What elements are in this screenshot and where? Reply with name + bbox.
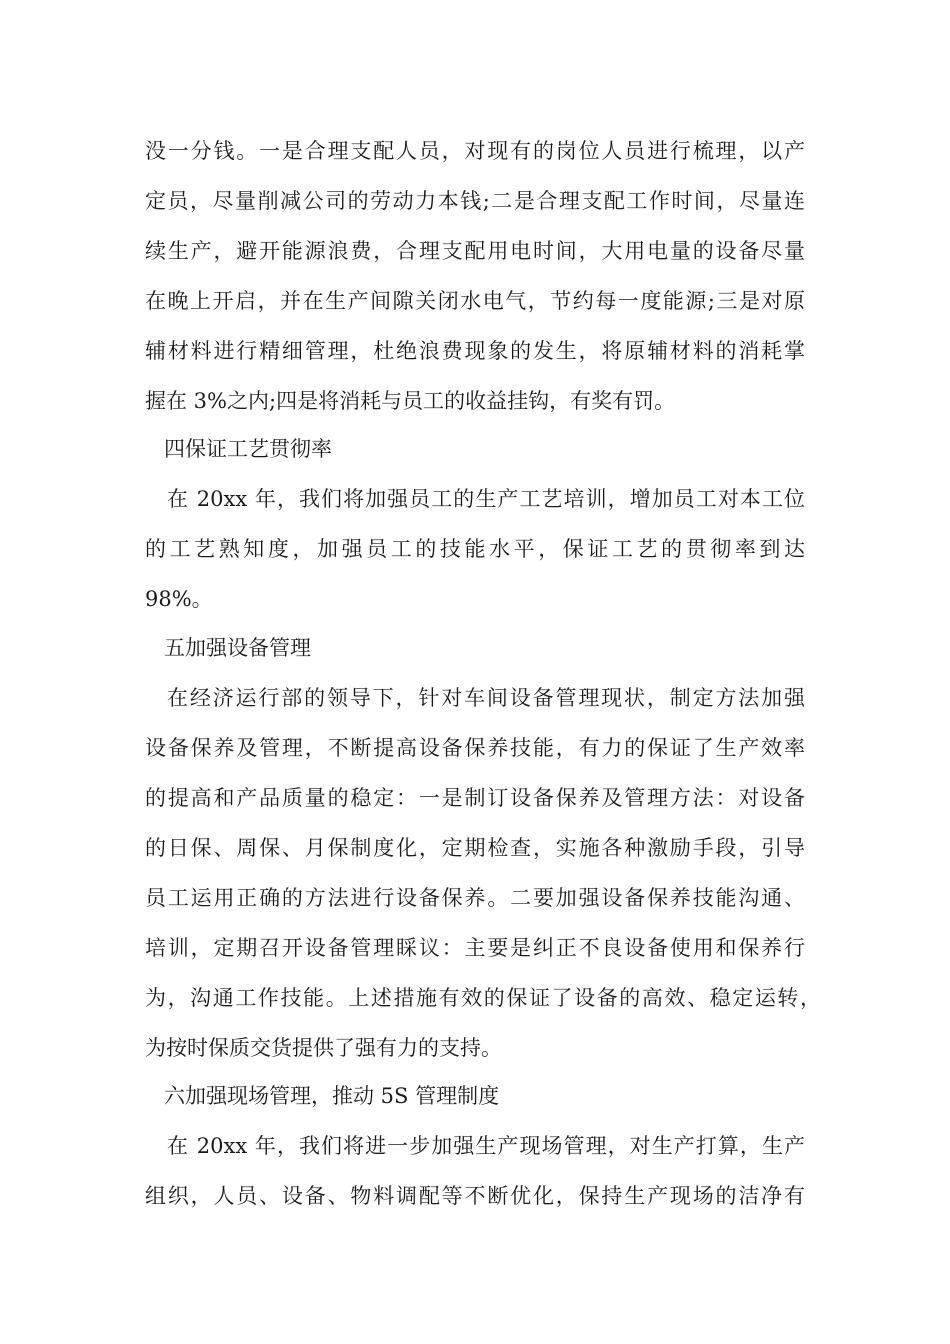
paragraph-line: 定员，尽量削减公司的劳动力本钱;二是合理支配工作时间，尽量连 (145, 189, 805, 213)
paragraph-line: 握在 3%之内;四是将消耗与员工的收益挂钩，有奖有罚。 (145, 389, 676, 413)
paragraph-line: 员工运用正确的方法进行设备保养。二要加强设备保养技能沟通、 (145, 886, 805, 910)
paragraph-line: 的日保、周保、月保制度化，定期检查，实施各种激励手段，引导 (145, 836, 805, 860)
paragraph-line: 组织，人员、设备、物料调配等不断优化，保持生产现场的洁净有 (145, 1184, 805, 1208)
section-heading: 六加强现场管理，推动 5S 管理制度 (164, 1084, 500, 1108)
paragraph-line: 的工艺熟知度，加强员工的技能水平，保证工艺的贯彻率到达 (145, 537, 805, 561)
paragraph-line: 为，沟通工作技能。上述措施有效的保证了设备的高效、稳定运转， (145, 986, 821, 1010)
paragraph-line: 98%。 (145, 587, 213, 611)
paragraph-line: 续生产，避开能源浪费，合理支配用电时间，大用电量的设备尽量 (145, 239, 805, 263)
paragraph-line: 设备保养及管理，不断提高设备保养技能，有力的保证了生产效率 (145, 736, 805, 760)
paragraph-line: 为按时保质交货提供了强有力的支持。 (145, 1036, 502, 1060)
paragraph-line: 在 20xx 年，我们将进一步加强生产现场管理，对生产打算，生产 (167, 1134, 805, 1158)
paragraph-line: 在晚上开启，并在生产间隙关闭水电气，节约每一度能源;三是对原 (145, 289, 805, 313)
section-heading: 五加强设备管理 (164, 636, 311, 660)
paragraph-line: 培训，定期召开设备管理睬议：主要是纠正不良设备使用和保养行 (145, 936, 805, 960)
paragraph-line: 在经济运行部的领导下，针对车间设备管理现状，制定方法加强 (167, 686, 805, 710)
section-heading: 四保证工艺贯彻率 (164, 437, 332, 461)
paragraph-line: 辅材料进行精细管理，杜绝浪费现象的发生，将原辅材料的消耗掌 (145, 339, 805, 363)
paragraph-line: 在 20xx 年，我们将加强员工的生产工艺培训，增加员工对本工位 (167, 487, 805, 511)
paragraph-line: 没一分钱。一是合理支配人员，对现有的岗位人员进行梳理，以产 (145, 139, 805, 163)
paragraph-line: 的提高和产品质量的稳定：一是制订设备保养及管理方法：对设备 (145, 786, 805, 810)
